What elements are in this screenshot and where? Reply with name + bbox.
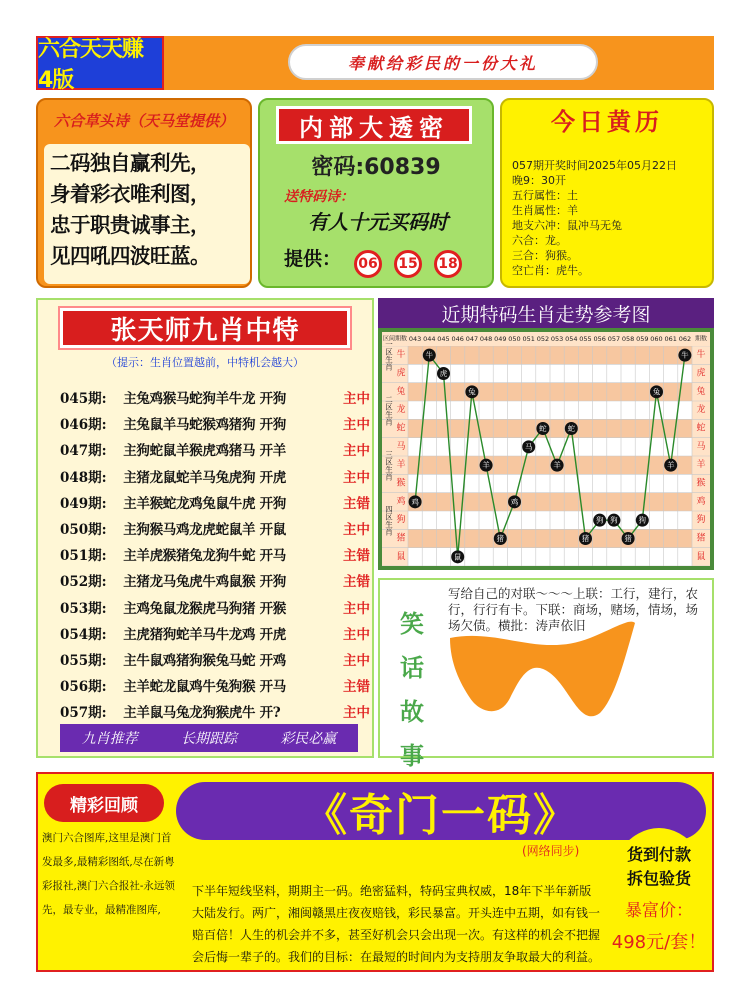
prediction-row [60,567,370,593]
trend-point-label: 狗 [610,515,618,525]
network-sync-label: (网络同步) [522,844,580,858]
trend-point-label: 羊 [482,460,490,470]
footer-phrase: 长期跟踪 [180,731,237,747]
trend-point-label: 羊 [553,460,561,470]
zodiac-label: 狗 [696,515,706,526]
zodiac-label: 鼠 [696,551,706,562]
prediction-row [60,436,370,462]
prediction-row [60,463,370,489]
number-ball: 06 [354,250,382,278]
trend-point-label: 猪 [496,534,505,543]
zodiac-label: 蛇 [696,423,706,434]
nine-zodiac-footer [60,724,358,752]
row-content: 主兔鼠羊马蛇猴鸡猪狗 开狗 [123,417,286,434]
zodiac-label: 羊 [696,460,706,471]
trend-point-label: 蛇 [567,424,576,433]
period-tick: 058 [621,335,635,343]
period-tick: 053 [550,335,564,343]
row-content: 主羊猴蛇龙鸡兔鼠牛虎 开狗 [123,495,286,512]
row-result: 主中 [343,705,370,722]
row-result: 主错 [343,679,370,696]
header-slogan: 奉献给彩民的一份大礼 [288,44,598,80]
zodiac-label: 鼠 [396,551,406,562]
promo-line: 拆包验货 [626,869,691,888]
row-result: 主中 [343,626,370,643]
almanac-line: 晚9：30开 [512,174,566,187]
trend-point-label: 鸡 [411,497,419,507]
row-period: 056期: [60,679,107,696]
nine-zodiac-title: 张天师九肖中特 [60,308,350,348]
number-ball: 15 [394,250,422,278]
trend-point-label: 蛇 [539,424,547,433]
period-tick: 054 [565,335,578,343]
secret-subtitle: 送特码诗： [284,189,354,205]
joke-label [398,602,426,778]
trend-point-label: 鼠 [453,552,462,562]
joke-label-char: 事 [400,741,424,770]
row-content: 主兔鸡猴马蛇狗羊牛龙 开狗 [123,391,286,407]
almanac-line: 六合：龙。 [512,234,567,247]
row-result: 主中 [343,600,370,617]
zodiac-label: 蛇 [396,423,406,434]
zone-label: 三区生肖 [384,450,394,481]
period-tick: 046 [451,335,464,343]
poem-line: 忠于职贵诚事主， [50,213,210,237]
period-tick: 048 [479,335,493,343]
row-period: 050期: [60,522,107,538]
bottom-description: 下半年短线坚料，期期主一码。绝密猛料，特码宝典权威，18年下半年新版大陆发行。两广，湘闽赣黑庄夜夜赔钱，彩民暴富。开头连中五期，如有钱一赔百倍！人生的机会并不多，甚至好机会只会出现一次。有这样的机会不把握会后悔一辈子的。我们的目标：在最短的时间内为支持朋友争取最大的利益。 [192,884,601,964]
row-result: 主中 [343,443,370,460]
zodiac-label: 鸡 [396,496,406,507]
zodiac-label: 牛 [396,350,406,361]
almanac-line: 空亡肖：虎牛。 [512,264,589,277]
zodiac-label: 虎 [696,368,706,379]
row-result: 主中 [343,522,370,538]
prediction-row [60,410,370,436]
period-tick: 047 [465,335,479,343]
qimen-title: 《奇门一码》 [176,782,706,840]
number-ball: 18 [434,250,462,278]
almanac-line: 地支六冲：鼠冲马无兔 [512,219,622,232]
row-content: 主猪龙马兔虎牛鸡鼠猴 开狗 [123,574,286,591]
row-content: 主羊鼠马兔龙狗猴虎牛 开? [123,705,281,722]
zodiac-label: 龙 [696,405,706,416]
trend-point-label: 鸡 [510,497,519,507]
row-content: 主狗蛇鼠羊猴虎鸡猪马 开羊 [123,443,286,460]
joke-label-char: 故 [400,697,424,726]
period-tick: 049 [494,335,507,343]
zodiac-label: 狗 [396,515,406,526]
zone-label: 二区生肖 [384,395,394,426]
period-tick: 060 [650,335,663,343]
zone-label: 四区生肖 [384,505,394,536]
zodiac-label: 猴 [696,478,706,489]
period-tick: 055 [579,335,592,343]
zodiac-label: 兔 [396,386,406,397]
zodiac-label: 牛 [696,350,706,361]
trend-point-label: 狗 [595,515,604,525]
zodiac-label: 猪 [696,533,706,544]
row-period: 049期: [60,495,107,512]
almanac-line: 057期开奖时间2025年05月22日 [512,159,677,172]
row-content: 主牛鼠鸡猪狗猴兔马蛇 开鸡 [123,653,286,669]
period-tick: 057 [607,335,621,343]
zodiac-label: 兔 [696,386,706,397]
row-period: 047期: [60,443,107,460]
row-result: 主中 [343,391,370,407]
header-period-label: 期数 [394,335,408,343]
period-tick: 062 [678,335,692,343]
period-tick: 043 [408,335,422,343]
row-period: 057期: [60,705,107,722]
row-period: 045期: [60,391,107,407]
prediction-row [60,620,370,646]
poem-title: 六合草头诗（天马堂提供） [53,112,234,130]
trend-title: 近期特码生肖走势参考图 [378,298,714,328]
promo-line: 暴富价： [625,901,693,921]
row-period: 055期: [60,653,107,669]
row-period: 048期: [60,469,107,486]
prediction-row [60,515,370,541]
review-text: 澳门六合图库,这里是澳门首发最多,最精彩图纸,尽在新粤彩报社,澳门六合报社-永远领先，最专业，最精准图库, [42,832,175,916]
row-result: 主错 [343,548,370,565]
row-period: 053期: [60,600,107,617]
trend-point-label: 猪 [581,534,590,543]
row-result: 主中 [343,469,370,486]
zodiac-label: 马 [396,441,406,452]
promo-line: 货到付款 [626,845,691,864]
row-period: 046期: [60,417,107,434]
prediction-row [60,594,370,620]
trend-chart [382,332,710,566]
orange-blob-decoration [440,618,640,728]
poem-line: 见四吼四波旺蓝。 [50,244,210,268]
zodiac-label: 龙 [396,405,406,416]
row-content: 主羊蛇龙鼠鸡牛兔狗猴 开马 [123,679,286,696]
joke-text: 写给自己的对联～～～上联：工行，建行，农行，行行有卡。下联：商场，赌场，情场，场场欠债。横批：涛声依旧 [448,586,699,633]
trend-point-label: 虎 [439,369,448,378]
row-result: 主中 [343,653,370,669]
row-content: 主鸡兔鼠龙猴虎马狗猪 开猴 [123,600,286,617]
row-result: 主中 [343,417,370,434]
almanac-line: 三合：狗猴。 [512,249,578,262]
brand-logo: 六合天天赚 4版 [36,36,164,90]
row-content: 主虎猪狗蛇羊马牛龙鸡 开虎 [123,626,286,643]
prediction-row [60,489,370,515]
zodiac-label: 猪 [396,533,406,544]
period-tick: 059 [636,335,649,343]
trend-point-label: 牛 [425,350,434,360]
row-content: 主猪龙鼠蛇羊马兔虎狗 开虎 [123,469,286,486]
zodiac-label: 鸡 [696,496,706,507]
footer-phrase: 九肖推荐 [81,731,138,747]
poem-line: 身着彩衣唯利图， [50,182,210,206]
period-tick: 061 [664,335,677,343]
row-period: 052期: [60,574,107,591]
secret-code: 密码:60839 [311,155,441,180]
review-badge: 精彩回顾 [44,784,164,822]
promo-line: 498元/套！ [611,932,707,953]
prediction-row [60,698,370,724]
poem-body [44,144,250,284]
almanac-title: 今日黄历 [551,107,663,136]
zone-label: 一区生肖 [384,340,394,371]
trend-point-label: 兔 [652,387,661,397]
joke-label-char: 笑 [400,609,424,638]
header-zone-label: 区间 [382,335,396,343]
trend-point-label: 羊 [666,460,675,470]
zodiac-label: 猴 [396,478,406,489]
row-period: 054期: [60,626,107,643]
row-result: 主错 [343,574,370,591]
trend-point-label: 狗 [638,515,647,525]
row-result: 主错 [343,495,370,512]
almanac-line: 生肖属性：羊 [512,204,578,217]
secret-title: 内部大透密 [276,106,472,144]
footer-phrase: 彩民必赢 [280,731,337,747]
prediction-row [60,541,370,567]
trend-point-label: 兔 [468,387,476,397]
prediction-row [60,646,370,672]
almanac-line: 五行属性：土 [512,189,578,202]
trend-point-label: 马 [524,442,533,452]
trend-point-label: 猪 [624,534,632,543]
zodiac-label: 羊 [396,460,406,471]
row-content: 主狗猴马鸡龙虎蛇鼠羊 开鼠 [123,522,286,538]
row-content: 主羊虎猴猪兔龙狗牛蛇 开马 [123,548,286,565]
period-tick: 051 [522,335,535,343]
zodiac-label: 马 [696,441,706,452]
period-tick: 052 [536,335,550,343]
provide-label: 提供： [284,248,342,270]
joke-label-char: 话 [400,653,424,682]
row-period: 051期: [60,548,107,565]
prediction-row [60,672,370,698]
period-tick: 044 [423,335,436,343]
nine-zodiac-tip: （提示：生肖位置越前，中特机会越大） [106,356,304,369]
prediction-row [60,384,370,410]
period-tick: 056 [593,335,606,343]
header-right-label: 期数 [694,335,708,343]
zodiac-label: 虎 [396,368,406,379]
trend-point-label: 牛 [681,350,689,360]
period-tick: 045 [437,335,450,343]
almanac-list [512,158,712,278]
secret-poem: 有人十元买码时 [308,210,448,234]
poem-line: 二码独自赢利先， [50,151,210,175]
period-tick: 050 [508,335,521,343]
